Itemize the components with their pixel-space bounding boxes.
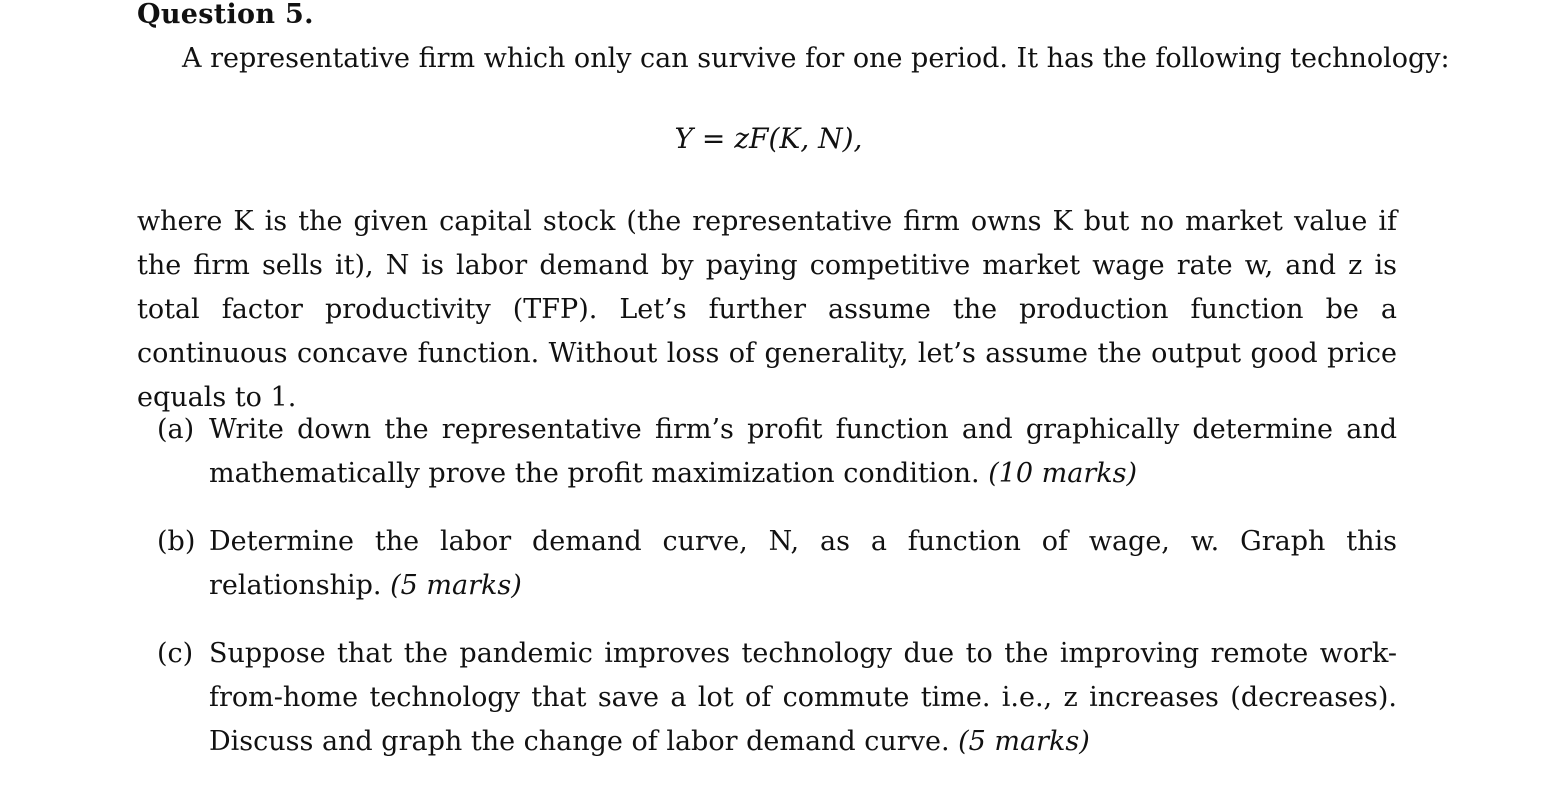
question-intro: A representative firm which only can survive for one period. It has the following technology: — [182, 43, 1450, 74]
part-c-marks: (5 marks) — [958, 726, 1090, 757]
part-c-label: (c) — [157, 638, 194, 669]
production-equation: Y = zF(K, N), — [674, 122, 863, 155]
part-c — [157, 632, 1397, 764]
part-a-label: (a) — [157, 414, 195, 445]
part-b-text: Determine the labor demand curve, N, as a function of wage, w. Graph this relationship. — [209, 526, 1397, 601]
question-title: Question 5. — [137, 0, 314, 30]
part-c-text: Suppose that the pandemic improves technology due to the improving remote work-from-home technology that save a lot of commute time. i.e., z increases (decreases). Discuss and graph the change of labor demand curve. — [209, 638, 1397, 757]
part-b — [157, 520, 1397, 608]
part-a-text: Write down the representative firm’s profit function and graphically determine and mathematically prove the profit maximization condition. — [209, 414, 1397, 489]
part-b-body — [209, 520, 1397, 608]
part-c-body — [209, 632, 1397, 764]
question-paragraph: where K is the given capital stock (the representative firm owns K but no market value if the firm sells it), N is labor demand by paying competitive market wage rate w, and z is total factor productivity (TFP). Let’s further assume the production function be a continuous concave function. Without loss of generality, let’s assume the output good price equals to 1. — [137, 206, 1397, 413]
part-a — [157, 408, 1397, 496]
part-a-body — [209, 408, 1397, 496]
part-b-label: (b) — [157, 526, 196, 557]
part-b-marks: (5 marks) — [390, 570, 522, 601]
part-a-marks: (10 marks) — [988, 458, 1138, 489]
